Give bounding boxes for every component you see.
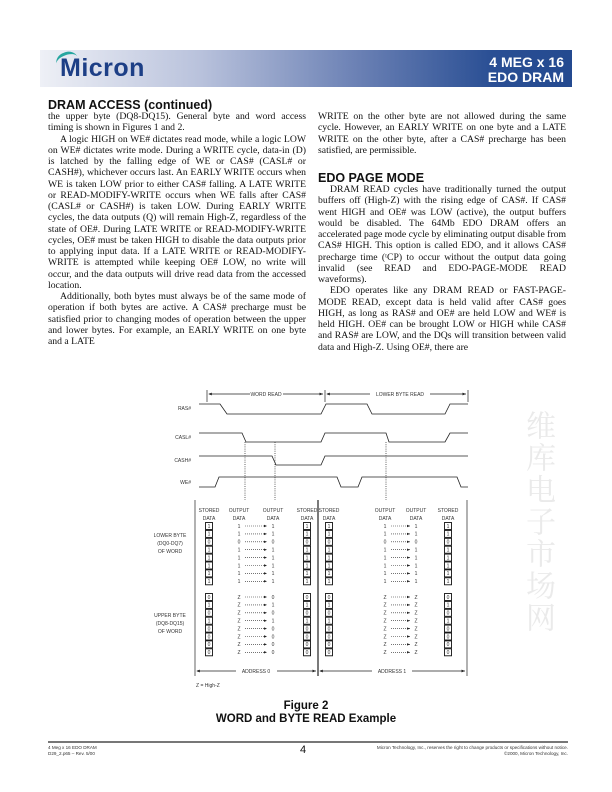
paragraph: the upper byte (DQ8-DQ15). General byte and word access timing is shown in Figures 1 and 2. [48,111,306,134]
output-data-value: 1 [383,579,387,586]
output-data-value: 0 [271,539,275,546]
stored-bit-value: 0 [207,642,211,649]
stored-bit-value: 0 [207,650,211,657]
output-data-value: 0 [271,634,275,641]
column-header: DATA [441,516,455,522]
paragraph: DRAM READ cycles have traditionally turned the output buffers off (High-Z) with the rising edge of CAS#. If CAS# went HIGH and OE# was LOW (active), the output buffers would be disabled. The 64Mb EDO DRAM offers an accelerated page mode cycle by eliminating output disable from CAS# HIGH. This option is called EDO, and it allows CAS# precharge time (ᵗCP) to occur without the output data going invalid (see READ and EDO-PAGE-MODE READ waveforms). [318,184,567,285]
stored-bit-value: 1 [207,579,211,586]
phase-label-lower-byte-read: LOWER BYTE READ [375,392,425,398]
upper-byte-label: UPPER BYTE [154,613,186,619]
output-data-value: 1 [271,531,275,538]
output-data-value: Z [237,618,241,625]
footer-copyright: ©2000, Micron Technology, Inc. [504,751,568,756]
output-data-value: 1 [237,579,241,586]
stored-bit-value: 1 [207,523,211,530]
column-header: DATA [409,516,423,522]
address-0-label: ADDRESS 0 [241,669,271,675]
figure-title: WORD and BYTE READ Example [215,713,397,725]
column-header: OUTPUT [262,508,284,514]
output-data-value: Z [414,610,418,617]
stored-bit-value: 0 [446,642,450,649]
output-data-value: Z [237,626,241,633]
footer-right [377,745,568,757]
footer-doc-rev: D29_2.p65 – Rev. 5/00 [48,751,95,756]
stored-bit-value: 1 [327,523,331,530]
column-header: STORED [318,508,340,514]
stored-bit-value: 1 [207,602,211,609]
output-data-value: Z [383,610,387,617]
stored-bit-value: 1 [305,547,309,554]
signal-label: CASL# [175,435,191,441]
stored-bit-value: 1 [305,571,309,578]
stored-bit-value: 1 [327,555,331,562]
stored-bit-value: 0 [305,634,309,641]
output-data-value: 1 [271,579,275,586]
high-z-legend: Z = High-Z [196,683,220,689]
output-data-value: 1 [271,547,275,554]
output-data-value: Z [414,634,418,641]
section-heading-edo-page-mode: EDO PAGE MODE [318,171,425,185]
paragraph: Additionally, both bytes must always be of the same mode of operation if both bytes are active. A CAS# precharge must be satisfied prior to changing modes of operation between the upper and lower bytes. For example, an EARLY WRITE on one byte and a LATE [48,291,306,347]
stored-bit-value: 1 [446,531,450,538]
stored-bit-value: 0 [305,610,309,617]
paragraph: A logic HIGH on WE# dictates read mode, while a logic LOW on WE# dictates write mode. During a WRITE cycle, data-in (D) is latched by the falling edge of WE or CAS# (CASL# or CASH#), whichever occurs last. An EARLY WRITE occurs when WE is taken LOW prior to either CAS# falling. A LATE WRITE or READ-MODIFY-WRITE occurs when WE falls after CAS# (CASL# or CASH#) is taken LOW. During EARLY WRITE cycles, the data outputs (Q) will remain High-Z, regardless of the state of OE#. During LATE WRITE or READ-MODIFY-WRITE cycles, OE# must be taken HIGH to disable the data outputs prior to applying input data. If a LATE WRITE or READ-MODIFY-WRITE is attempted while keeping OE# LOW, no write will occur, and the data outputs will drive read data from the accessed location. [48,133,306,291]
column-header: STORED [198,508,220,514]
output-data-value: 0 [414,539,418,546]
output-data-value: Z [414,594,418,601]
output-data-value: 1 [414,523,418,530]
waveform-cash [199,456,468,465]
output-data-value: Z [383,626,387,633]
output-data-value: Z [383,634,387,641]
output-data-value: 1 [383,563,387,570]
stored-bit-value: 0 [207,634,211,641]
signal-label: WE# [180,480,191,486]
stored-bit-value: 1 [327,602,331,609]
output-data-value: 1 [414,579,418,586]
output-data-value: Z [383,618,387,625]
stored-bit-value: 0 [446,610,450,617]
stored-bit-value: 0 [446,626,450,633]
waveform-casl [199,433,468,442]
signal-label: RAS# [177,406,191,412]
output-data-value: 1 [237,531,241,538]
output-data-value: 1 [383,571,387,578]
stored-bit-value: 1 [207,555,211,562]
output-data-value: 1 [237,571,241,578]
output-data-value: 0 [271,642,275,649]
stored-bit-value: 0 [327,539,331,546]
stored-bit-value: 1 [446,602,450,609]
column-header: STORED [437,508,459,514]
lower-byte-label: (DQ0-DQ7) [157,541,183,547]
stored-bit-value: 1 [207,531,211,538]
column-header: DATA [300,516,314,522]
output-data-value: 1 [271,618,275,625]
output-data-value: 0 [383,539,387,546]
output-data-value: Z [237,642,241,649]
stored-bit-value: 1 [305,563,309,570]
waveform-we [199,477,468,487]
stored-bit-value: 0 [207,594,211,601]
output-data-value: 1 [383,555,387,562]
output-data-value: 1 [414,571,418,578]
stored-bit-value: 0 [327,626,331,633]
footer-notice: Micron Technology, Inc., reserves the right to change products or specifications without notice. [376,745,568,750]
stored-bit-value: 1 [446,555,450,562]
stored-bit-value: 0 [446,650,450,657]
output-data-value: Z [237,634,241,641]
stored-bit-value: 1 [446,523,450,530]
stored-bit-value: 1 [207,563,211,570]
stored-bit-value: 0 [305,594,309,601]
output-data-value: 1 [271,555,275,562]
output-data-value: Z [414,650,418,657]
output-data-value: 0 [271,594,275,601]
stored-bit-value: 0 [207,626,211,633]
stored-bit-value: 0 [305,650,309,657]
output-data-value: Z [237,650,241,657]
output-data-value: Z [383,650,387,657]
stored-bit-value: 1 [327,571,331,578]
column-header: STORED [296,508,318,514]
output-data-value: Z [414,642,418,649]
output-data-value: 1 [271,602,275,609]
column-header: OUTPUT [405,508,427,514]
output-data-value: 1 [237,555,241,562]
stored-bit-value: 1 [446,579,450,586]
output-data-value: Z [237,610,241,617]
column-header: DATA [378,516,392,522]
stored-bit-value: 0 [207,539,211,546]
output-data-value: 1 [271,571,275,578]
stored-bit-value: 0 [207,610,211,617]
stored-bit-value: 1 [327,531,331,538]
stored-bit-value: 1 [446,618,450,625]
lower-byte-label: LOWER BYTE [153,533,187,539]
stored-bit-value: 0 [305,539,309,546]
stored-bit-value: 1 [305,523,309,530]
stored-bit-value: 1 [327,547,331,554]
section-heading-dram-access: DRAM ACCESS (continued) [48,98,213,112]
output-data-value: 1 [271,523,275,530]
column-header: DATA [322,516,336,522]
output-data-value: 1 [414,555,418,562]
stored-bit-value: 0 [446,594,450,601]
page-number: 4 [300,744,307,756]
output-data-value: 1 [383,523,387,530]
address-1-label: ADDRESS 1 [377,669,407,675]
column-header: OUTPUT [228,508,250,514]
stored-bit-value: 1 [446,563,450,570]
stored-bit-value: 1 [446,547,450,554]
output-data-value: Z [383,594,387,601]
stored-bit-value: 0 [446,634,450,641]
paragraph: EDO operates like any DRAM READ or FAST-PAGE-MODE READ, except data is held valid after CAS# goes HIGH, as long as RAS# and OE# are held LOW and WE# is held HIGH. OE# can be brought LOW or HIGH while CAS# and RAS# are LOW, and the DQs will transition between valid data and High-Z. Using OE#, there are [318,285,566,353]
stored-bit-value: 0 [305,626,309,633]
upper-byte-label: (DQ8-DQ15) [155,621,185,627]
output-data-value: Z [414,618,418,625]
output-data-value: 1 [271,563,275,570]
output-data-value: 0 [271,610,275,617]
output-data-value: Z [414,602,418,609]
output-data-value: 1 [383,531,387,538]
output-data-value: 1 [237,563,241,570]
column-header: DATA [202,516,216,522]
figure-number: Figure 2 [283,700,329,712]
output-data-value: 1 [414,547,418,554]
output-data-value: 1 [383,547,387,554]
column-header: DATA [232,516,246,522]
stored-bit-value: 1 [305,602,309,609]
stored-bit-value: 0 [305,642,309,649]
stored-bit-value: 1 [305,579,309,586]
output-data-value: Z [414,626,418,633]
upper-byte-label: OF WORD [157,629,183,635]
stored-bit-value: 1 [207,571,211,578]
output-data-value: Z [237,594,241,601]
footer-doc-title: 4 Meg x 16 EDO DRAM [48,745,97,750]
output-data-value: Z [383,642,387,649]
output-data-value: 0 [271,626,275,633]
output-data-value: 1 [414,531,418,538]
signal-label: CASH# [174,458,191,464]
stored-bit-value: 0 [327,594,331,601]
stored-bit-value: 1 [327,618,331,625]
stored-bit-value: 0 [327,634,331,641]
output-data-value: 1 [237,547,241,554]
output-data-value: 1 [237,523,241,530]
product-line-2: EDO DRAM [487,69,564,85]
stored-bit-value: 1 [305,531,309,538]
stored-bit-value: 1 [207,618,211,625]
output-data-value: 0 [237,539,241,546]
lower-byte-label: OF WORD [157,549,183,555]
stored-bit-value: 0 [327,642,331,649]
stored-bit-value: 1 [207,547,211,554]
product-line-1: 4 MEG x 16 [489,54,564,70]
column-header: DATA [266,516,280,522]
column-header: OUTPUT [374,508,396,514]
stored-bit-value: 1 [327,579,331,586]
watermark: 维库电子市场网 [520,410,555,634]
footer-left [48,745,97,757]
output-data-value: Z [237,602,241,609]
output-data-value: Z [383,602,387,609]
footer-rule [48,741,568,743]
stored-bit-value: 1 [305,555,309,562]
stored-bit-value: 0 [327,610,331,617]
output-data-value: 0 [271,650,275,657]
stored-bit-value: 1 [327,563,331,570]
paragraph: WRITE on the other byte are not allowed during the same cycle. However, an EARLY WRITE on one byte and a LATE WRITE on the other byte, after a CAS# precharge has been satisfied, are permissible. [318,111,566,156]
stored-bit-value: 0 [446,539,450,546]
logo-text: Micron [60,54,145,82]
output-data-value: 1 [414,563,418,570]
stored-bit-value: 0 [327,650,331,657]
phase-label-word-read: WORD READ [250,392,282,398]
stored-bit-value: 1 [305,618,309,625]
stored-bit-value: 1 [446,571,450,578]
waveform-ras [199,404,468,414]
